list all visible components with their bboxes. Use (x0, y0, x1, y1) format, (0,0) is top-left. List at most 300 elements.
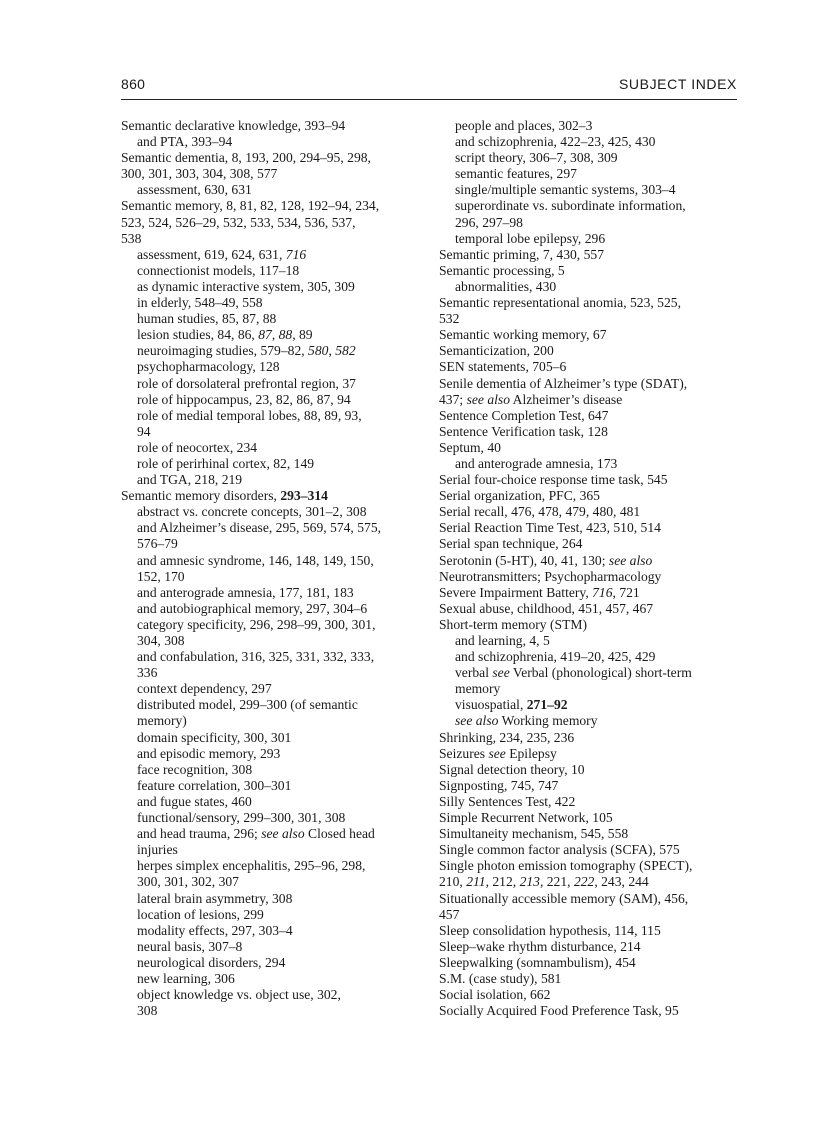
index-subentry (121, 182, 421, 198)
entry-line (455, 455, 739, 472)
entry-line (439, 262, 739, 279)
entry-text: role of neocortex, 234 (137, 439, 258, 455)
page-header (121, 76, 737, 96)
entry-text: 296, 297–98 (455, 214, 523, 230)
entry-line (137, 407, 421, 424)
index-subentry (439, 456, 739, 472)
entry-text: and schizophrenia, 419–20, 425, 429 (455, 649, 656, 665)
entry-line (137, 633, 421, 649)
entry-text: visuospatial, (455, 697, 527, 713)
index-subentry (121, 681, 421, 697)
entry-line (137, 970, 421, 987)
entry-text: connectionist models, 117–18 (137, 262, 300, 278)
entry-text: Semantic processing, 5 (439, 262, 565, 278)
entry-text: and schizophrenia, 422–23, 425, 430 (455, 134, 656, 150)
index-entry (121, 150, 421, 182)
italic-text: see also (261, 826, 305, 842)
entry-text: Semantic dementia, 8, 193, 200, 294–95, 298, (121, 150, 371, 166)
index-subentry (121, 971, 421, 987)
entry-text: Closed head (304, 826, 375, 842)
index-subentry (439, 633, 739, 649)
entry-text: Signal detection theory, 10 (439, 761, 585, 777)
entry-line (121, 166, 421, 182)
entry-line (137, 906, 421, 923)
entry-line (439, 922, 739, 939)
entry-text: Semantic memory disorders, (121, 488, 281, 504)
entry-text: , (328, 343, 336, 359)
entry-line (439, 890, 739, 907)
entry-line (439, 1003, 739, 1019)
entry-text: and TGA, 218, 219 (137, 472, 243, 488)
entry-text: Sleep–wake rhythm disturbance, 214 (439, 938, 641, 954)
entry-text: and confabulation, 316, 325, 331, 332, 333, (137, 649, 375, 665)
entry-text: 300, 301, 302, 307 (137, 874, 239, 890)
entry-line (455, 198, 739, 214)
entry-text: verbal (455, 665, 493, 681)
entry-line (455, 633, 739, 649)
entry-line (439, 311, 739, 327)
entry-line (137, 938, 421, 955)
entry-line (121, 488, 421, 504)
entry-text: Semantic representational anomia, 523, 525, (439, 295, 681, 311)
index-subentry (121, 858, 421, 890)
entry-text: and Alzheimer’s disease, 295, 569, 574, 575, (137, 520, 382, 536)
entry-text: location of lesions, 299 (137, 906, 264, 922)
entry-text: 304, 308 (137, 633, 185, 648)
index-subentry (121, 923, 421, 939)
index-subentry (121, 794, 421, 810)
entry-line (137, 311, 421, 327)
index-subentry (121, 456, 421, 472)
index-subentry (121, 730, 421, 746)
bold-locator: 293–314 (280, 488, 328, 504)
entry-line (137, 922, 421, 939)
index-subentry (121, 263, 421, 279)
entry-text: abnormalities, 430 (455, 278, 557, 294)
entry-text: Semantic memory, 8, 81, 82, 128, 192–94, 234, (121, 198, 380, 214)
index-entry (439, 472, 739, 488)
entry-line (439, 826, 739, 842)
entry-line (121, 198, 421, 214)
entry-text: Situationally accessible memory (SAM), 456, (439, 890, 689, 906)
entry-text: role of medial temporal lobes, 88, 89, 93, (137, 407, 362, 423)
index-entry (439, 730, 739, 746)
index-subentry (439, 665, 739, 697)
index-subentry (439, 166, 739, 182)
index-entry (439, 955, 739, 971)
entry-text: as dynamic interactive system, 305, 309 (137, 278, 355, 294)
entry-text: Severe Impairment Battery, (439, 584, 593, 600)
entry-text: 308 (137, 1003, 158, 1019)
entry-text: and episodic memory, 293 (137, 745, 281, 761)
entry-text: category specificity, 296, 298–99, 300, 301, (137, 616, 376, 632)
entry-line (439, 906, 739, 923)
index-subentry (121, 585, 421, 601)
entry-text: Sexual abuse, childhood, 451, 457, 467 (439, 600, 654, 616)
entry-line (439, 407, 739, 424)
index-entry (439, 842, 739, 858)
entry-text: Serial span technique, 264 (439, 536, 583, 552)
index-entry (439, 408, 739, 424)
entry-line (137, 890, 421, 907)
entry-text: Semantic priming, 7, 430, 557 (439, 246, 604, 262)
italic-text: see also (466, 391, 510, 407)
entry-text: psychopharmacology, 128 (137, 359, 280, 375)
index-subentry (439, 118, 739, 134)
entry-line (455, 681, 739, 697)
entry-line (137, 295, 421, 311)
header-rule (121, 99, 737, 100)
entry-line (439, 745, 739, 762)
entry-text: people and places, 302–3 (455, 118, 593, 133)
index-subentry (121, 778, 421, 794)
entry-line (455, 649, 739, 665)
entry-line (137, 391, 421, 408)
entry-text: and PTA, 393–94 (137, 134, 233, 150)
entry-line (439, 987, 739, 1003)
entry-text: single/multiple semantic systems, 303–4 (455, 182, 676, 198)
index-subentry (121, 826, 421, 858)
index-entry (439, 424, 739, 440)
index-entry (439, 247, 739, 263)
entry-text: Seizures (439, 745, 489, 761)
entry-text: Semanticization, 200 (439, 343, 554, 359)
index-subentry (121, 810, 421, 826)
index-entry (439, 553, 739, 585)
entry-line (137, 713, 421, 729)
entry-line (439, 970, 739, 987)
entry-text: , 212, (485, 874, 520, 890)
entry-line (137, 327, 421, 343)
entry-text: context dependency, 297 (137, 681, 272, 697)
index-entry (439, 939, 739, 955)
italic-text: 582 (335, 343, 356, 359)
index-subentry (439, 134, 739, 150)
index-subentry (121, 520, 421, 552)
entry-line (137, 584, 421, 601)
entry-line (439, 858, 739, 874)
entry-line (137, 761, 421, 778)
index-subentry (121, 649, 421, 681)
entry-text: Neurotransmitters; Psychopharmacology (439, 568, 662, 584)
entry-text: , (271, 327, 279, 343)
entry-text: memory (455, 681, 501, 697)
entry-line (455, 214, 739, 231)
entry-line (121, 118, 421, 134)
entry-text: human studies, 85, 87, 88 (137, 311, 277, 327)
entry-line (137, 616, 421, 633)
index-subentry (439, 182, 739, 198)
italic-text: 213 (519, 874, 540, 890)
entry-text: lesion studies, 84, 86, (137, 327, 259, 343)
page-number: 860 (121, 76, 146, 92)
index-entry (439, 520, 739, 536)
entry-text: Alzheimer’s disease (510, 391, 623, 407)
entry-text: 437; (439, 391, 467, 407)
index-subentry (121, 907, 421, 923)
index-subentry (121, 311, 421, 327)
entry-line (439, 391, 739, 408)
entry-text: Serial recall, 476, 478, 479, 480, 481 (439, 504, 641, 520)
index-subentry (121, 359, 421, 375)
entry-text: and autobiographical memory, 297, 304–6 (137, 600, 368, 616)
entry-text: 300, 301, 303, 304, 308, 577 (121, 166, 278, 182)
entry-line (439, 520, 739, 536)
index-subentry (121, 408, 421, 440)
entry-line (137, 182, 421, 198)
index-entry (439, 376, 739, 408)
entry-line (439, 423, 739, 440)
entry-line (455, 230, 739, 247)
italic-text: 211 (466, 874, 486, 890)
index-subentry (121, 472, 421, 488)
entry-text: 538 (121, 230, 142, 246)
index-entry (121, 488, 421, 504)
entry-line (121, 230, 421, 247)
index-subentry (439, 150, 739, 166)
index-subentry (121, 327, 421, 343)
entry-text: Sentence Verification task, 128 (439, 423, 608, 439)
entry-text: Sleep consolidation hypothesis, 114, 115 (439, 922, 661, 938)
entry-text: Silly Sentences Test, 422 (439, 793, 576, 809)
entry-text: semantic features, 297 (455, 166, 577, 182)
entry-text: Working memory (498, 713, 598, 729)
entry-line (439, 504, 739, 520)
index-entry (439, 826, 739, 842)
entry-text: Senile dementia of Alzheimer’s type (SDAT), (439, 375, 688, 391)
entry-line (455, 150, 739, 166)
entry-text: Signposting, 745, 747 (439, 777, 559, 793)
entry-line (439, 729, 739, 746)
entry-line (137, 1003, 421, 1019)
entry-text: Semantic working memory, 67 (439, 327, 607, 343)
entry-line (137, 536, 421, 552)
index-entry (439, 794, 739, 810)
entry-line (455, 166, 739, 182)
entry-line (439, 810, 739, 826)
index-subentry (121, 376, 421, 392)
index-subentry (121, 343, 421, 359)
entry-text: Single common factor analysis (SCFA), 575 (439, 842, 680, 858)
entry-line (439, 761, 739, 778)
entry-line (137, 262, 421, 279)
entry-text: functional/sensory, 299–300, 301, 308 (137, 810, 346, 826)
index-subentry (121, 617, 421, 649)
entry-line (121, 214, 421, 231)
index-entry (439, 488, 739, 504)
entry-line (137, 954, 421, 971)
entry-line (439, 488, 739, 504)
entry-text: Simple Recurrent Network, 105 (439, 810, 613, 826)
entry-text: Septum, 40 (439, 439, 501, 455)
entry-line (439, 327, 739, 343)
entry-text: Serial Reaction Time Test, 423, 510, 514 (439, 520, 661, 536)
entry-text: distributed model, 299–300 (of semantic (137, 697, 358, 713)
entry-line (137, 520, 421, 536)
index-subentry (121, 746, 421, 762)
entry-text: 457 (439, 906, 460, 922)
index-subentry (121, 891, 421, 907)
entry-line (455, 182, 739, 198)
entry-text: assessment, 630, 631 (137, 182, 252, 198)
italic-text: see (492, 665, 510, 681)
entry-line (137, 793, 421, 810)
index-entry (439, 263, 739, 279)
entry-text: Single photon emission tomography (SPECT), (439, 858, 693, 874)
entry-line (439, 439, 739, 456)
entry-text: neurological disorders, 294 (137, 954, 286, 970)
index-subentry (121, 440, 421, 456)
entry-text: domain specificity, 300, 301 (137, 729, 292, 745)
entry-text: lateral brain asymmetry, 308 (137, 890, 293, 906)
entry-line (439, 295, 739, 311)
entry-line (137, 472, 421, 488)
index-entry (439, 504, 739, 520)
italic-text: 716 (285, 246, 307, 262)
index-entry (439, 359, 739, 375)
entry-line (439, 472, 739, 488)
entry-text: S.M. (case study), 581 (439, 970, 562, 986)
index-entry (439, 536, 739, 552)
entry-text: Socially Acquired Food Preference Task, 95 (439, 1003, 679, 1019)
index-subentry (121, 987, 421, 1019)
entry-text: and learning, 4, 5 (455, 633, 550, 648)
index-column-left (121, 118, 421, 1019)
entry-line (439, 842, 739, 858)
italic-text: 716 (592, 584, 613, 600)
italic-text: 580 (308, 343, 329, 359)
entry-text: temporal lobe epilepsy, 296 (455, 230, 606, 246)
entry-text: 576–79 (137, 536, 178, 552)
entry-text: SEN statements, 705–6 (439, 359, 567, 375)
entry-line (137, 343, 421, 359)
entry-text: superordinate vs. subordinate information, (455, 198, 686, 214)
entry-text: memory) (137, 713, 187, 729)
entry-text: , 721 (612, 584, 640, 600)
entry-line (439, 777, 739, 794)
entry-text: abstract vs. concrete concepts, 301–2, 308 (137, 504, 367, 520)
entry-text: feature correlation, 300–301 (137, 777, 292, 793)
entry-line (439, 600, 739, 617)
entry-line (439, 359, 739, 375)
index-entry (121, 118, 421, 134)
index-subentry (439, 649, 739, 665)
index-entry (439, 923, 739, 939)
index-subentry (439, 198, 739, 230)
entry-line (137, 810, 421, 826)
entry-text: neuroimaging studies, 579–82, (137, 343, 309, 359)
index-entry (439, 1003, 739, 1019)
entry-line (137, 439, 421, 456)
entry-line (455, 713, 739, 729)
index-subentry (121, 134, 421, 150)
entry-text: script theory, 306–7, 308, 309 (455, 150, 618, 166)
index-subentry (121, 392, 421, 408)
index-subentry (121, 279, 421, 295)
entry-text: Serotonin (5-HT), 40, 41, 130; (439, 552, 609, 568)
entry-text: role of perirhinal cortex, 82, 149 (137, 455, 315, 471)
italic-text: 87 (258, 327, 272, 343)
index-entry (439, 746, 739, 762)
index-entry (439, 585, 739, 601)
entry-text: and fugue states, 460 (137, 793, 252, 809)
entry-text: 94 (137, 423, 151, 439)
entry-line (137, 375, 421, 392)
entry-line (137, 552, 421, 569)
entry-line (439, 793, 739, 810)
index-subentry (121, 601, 421, 617)
entry-line (439, 568, 739, 585)
entry-text: 152, 170 (137, 568, 185, 584)
index-subentry (439, 231, 739, 247)
entry-line (455, 697, 739, 713)
index-entry (439, 858, 739, 890)
index-entry (439, 295, 739, 327)
entry-text: Sentence Completion Test, 647 (439, 407, 609, 423)
running-title: SUBJECT INDEX (618, 76, 737, 92)
entry-text: , 243, 244 (594, 874, 649, 890)
index-entry (439, 810, 739, 826)
entry-line (137, 697, 421, 713)
entry-line (137, 359, 421, 375)
entry-text: Serial four-choice response time task, 545 (439, 472, 668, 488)
entry-line (137, 858, 421, 874)
index-subentry (439, 279, 739, 295)
index-entry (439, 987, 739, 1003)
entry-text: and amnesic syndrome, 146, 148, 149, 150, (137, 552, 374, 568)
entry-text: Sleepwalking (somnambulism), 454 (439, 954, 636, 970)
entry-line (137, 665, 421, 681)
entry-text: herpes simplex encephalitis, 295–96, 298, (137, 858, 366, 874)
index-entry (439, 343, 739, 359)
index-subentry (121, 955, 421, 971)
index-entry (439, 971, 739, 987)
entry-line (137, 729, 421, 746)
index-subentry (121, 697, 421, 729)
entry-line (455, 665, 739, 681)
entry-text: , 221, (539, 874, 574, 890)
entry-line (439, 954, 739, 971)
index-subentry (439, 697, 739, 713)
entry-line (439, 246, 739, 263)
entry-text: assessment, 619, 624, 631, (137, 246, 286, 262)
entry-text: role of dorsolateral prefrontal region, 37 (137, 375, 356, 391)
index-subentry (121, 247, 421, 263)
entry-line (439, 536, 739, 552)
entry-text: 523, 524, 526–29, 532, 533, 534, 536, 537, (121, 214, 356, 230)
italic-text: 88 (278, 327, 293, 343)
entry-text: 210, (439, 874, 467, 890)
entry-line (137, 842, 421, 858)
entry-line (455, 134, 739, 150)
entry-text: Semantic declarative knowledge, 393–94 (121, 118, 346, 133)
italic-text: see also (455, 713, 499, 729)
italic-text: see also (608, 552, 653, 568)
entry-line (439, 616, 739, 633)
entry-line (137, 681, 421, 697)
entry-line (439, 552, 739, 569)
italic-text: see (488, 745, 506, 761)
entry-text: face recognition, 308 (137, 761, 253, 777)
index-entry (439, 601, 739, 617)
italic-text: 222 (573, 874, 595, 890)
index-column-right (439, 118, 739, 1019)
entry-text: Social isolation, 662 (439, 987, 551, 1003)
entry-text: Shrinking, 234, 235, 236 (439, 729, 575, 745)
index-subentry (121, 553, 421, 585)
index-entry (439, 891, 739, 923)
entry-text: neural basis, 307–8 (137, 938, 243, 954)
